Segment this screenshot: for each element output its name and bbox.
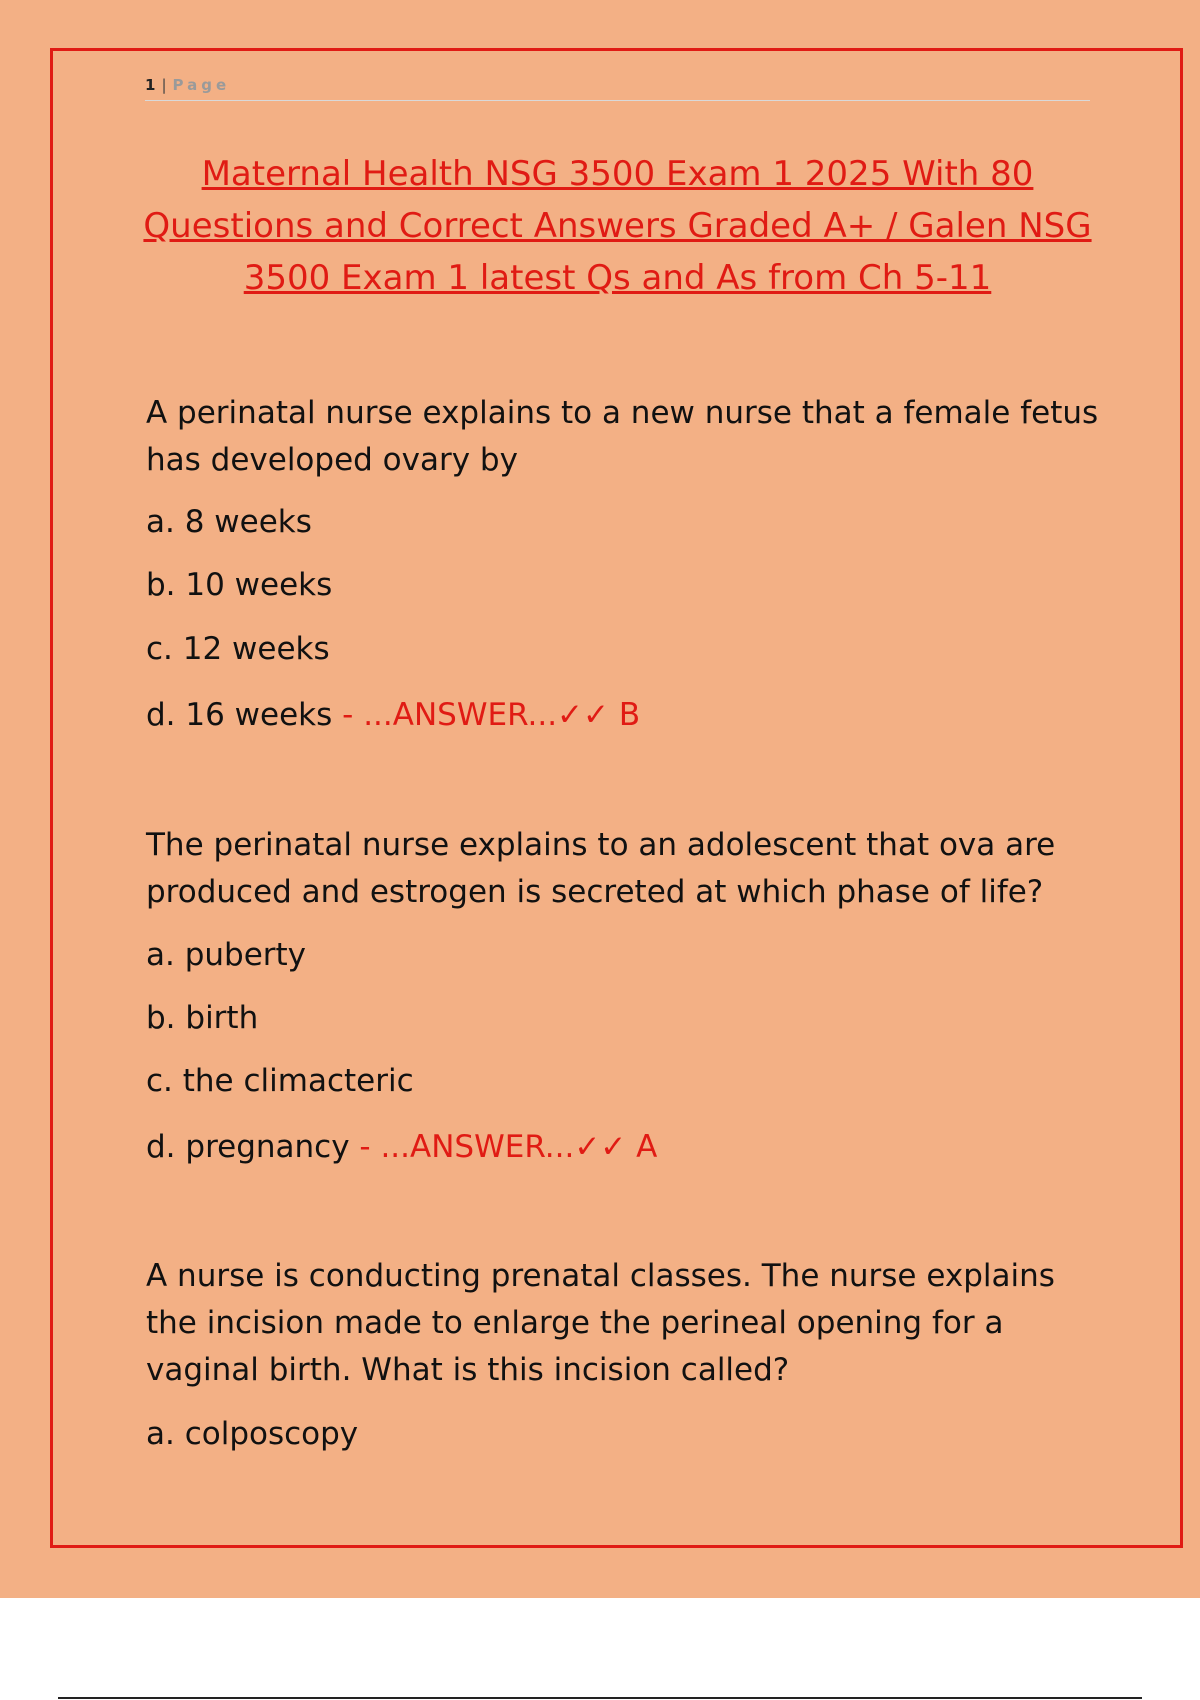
question-1-option-d-row (146, 695, 640, 735)
question-1-option-c: c. 12 weeks (146, 631, 330, 667)
question-1-option-a: a. 8 weeks (146, 504, 312, 540)
page-label: Page (172, 76, 231, 94)
question-2-answer: - ...ANSWER...✓✓ A (349, 1129, 658, 1165)
question-2-option-c: c. the climacteric (146, 1063, 414, 1099)
question-1-option-d: d. 16 weeks (146, 697, 333, 733)
next-page-divider (58, 1697, 1142, 1699)
page-separator: | (161, 76, 167, 94)
question-2-text: The perinatal nurse explains to an adolescent that ova are produced and estrogen is secreted at which phase of life? (146, 827, 1056, 910)
question-3-option-a: a. colposcopy (146, 1416, 359, 1452)
question-2-option-a: a. puberty (146, 937, 307, 973)
page-number: 1 (145, 76, 156, 94)
question-1-text: A perinatal nurse explains to a new nurse that a female fetus has developed ovary by (146, 395, 1099, 478)
question-1-option-b: b. 10 weeks (146, 567, 333, 603)
document-title: Maternal Health NSG 3500 Exam 1 2025 With 80 Questions and Correct Answers Graded A+ / Galen NSG 3500 Exam 1 latest Qs and As from Ch 5-11 (143, 154, 1092, 298)
question-1-answer: - ...ANSWER...✓✓ B (332, 697, 641, 733)
question-2-option-d-row (146, 1127, 657, 1167)
question-2-option-b: b. birth (146, 1000, 259, 1036)
page-header (145, 74, 1090, 101)
question-2-option-d: d. pregnancy (146, 1129, 350, 1165)
question-3-text: A nurse is conducting prenatal classes. The nurse explains the incision made to enlarge the perineal opening for a vaginal birth. What is this incision called? (146, 1258, 1055, 1388)
